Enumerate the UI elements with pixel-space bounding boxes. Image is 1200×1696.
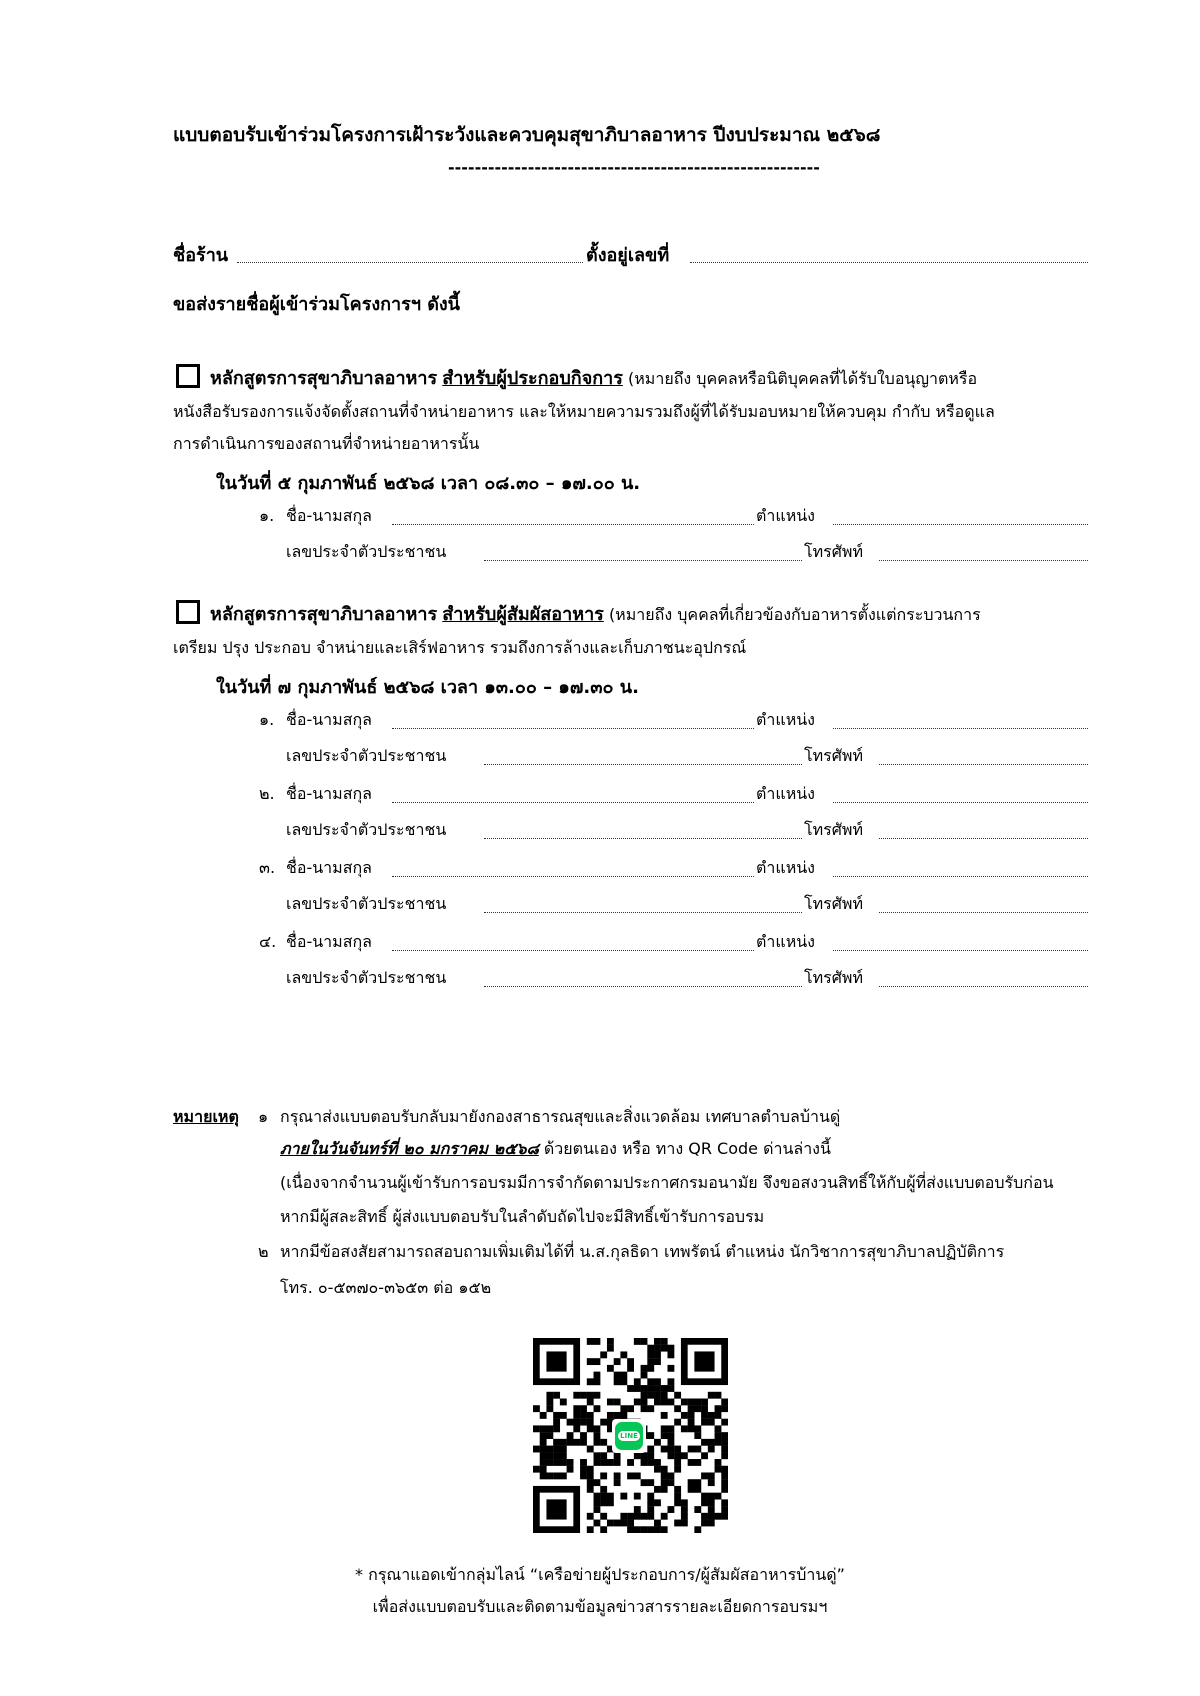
position-label: ตำแหน่ง xyxy=(756,506,815,525)
id-card-field[interactable] xyxy=(484,968,802,987)
fullname-field[interactable] xyxy=(392,858,754,877)
position-field[interactable] xyxy=(833,506,1088,525)
entry-number: ๓. xyxy=(259,858,276,877)
course2-row xyxy=(176,599,981,628)
phone-label: โทรศัพท์ xyxy=(804,542,863,561)
shop-name-field[interactable] xyxy=(237,244,583,263)
note1-number: ๑ xyxy=(258,1107,269,1126)
id-card-label: เลขประจำตัวประชาชน xyxy=(286,542,447,561)
notes-label xyxy=(173,1105,239,1130)
position-label: ตำแหน่ง xyxy=(756,710,815,729)
course1-desc2: หนังสือรับรองการแจ้งจัดตั้งสถานที่จำหน่ายอาหาร และให้หมายความรวมถึงผู้ที่ได้รับมอบหมายให้ควบคุม กำกับ หรือดูแล xyxy=(173,402,995,421)
position-label: ตำแหน่ง xyxy=(756,932,815,951)
fullname-label: ชื่อ-นามสกุล xyxy=(286,710,372,729)
shop-address-field[interactable] xyxy=(690,244,1088,263)
id-card-label: เลขประจำตัวประชาชน xyxy=(286,746,447,765)
note1-line1: กรุณาส่งแบบตอบรับกลับมายังกองสาธารณสุขและสิ่งแวดล้อม เทศบาลตำบลบ้านดู่ xyxy=(280,1107,841,1126)
phone-field[interactable] xyxy=(879,968,1088,987)
fullname-label: ชื่อ-นามสกุล xyxy=(286,858,372,877)
fullname-label: ชื่อ-นามสกุล xyxy=(286,506,372,525)
fullname-field[interactable] xyxy=(392,710,754,729)
position-field[interactable] xyxy=(833,710,1088,729)
phone-field[interactable] xyxy=(879,894,1088,913)
course2-date: ในวันที่ ๗ กุมภาพันธ์ ๒๕๖๘ เวลา ๑๓.๐๐ – ๑๗.๓๐ น. xyxy=(216,677,639,698)
fullname-field[interactable] xyxy=(392,932,754,951)
course1-name: หลักสูตรการสุขาภิบาลอาหาร xyxy=(210,368,438,389)
note2-line1: หากมีข้อสงสัยสามารถสอบถามเพิ่มเติมได้ที่ น.ส.กุลธิดา เทพรัตน์ ตำแหน่ง นักวิชาการสุขาภิบาลปฏิบัติการ xyxy=(280,1242,1005,1261)
course2-desc2: เตรียม ปรุง ประกอบ จำหน่ายและเสิร์ฟอาหาร รวมถึงการล้างและเก็บภาชนะอุปกรณ์ xyxy=(173,638,747,657)
title-separator: -------------------------------------------------------- xyxy=(448,158,820,177)
phone-field[interactable] xyxy=(879,542,1088,561)
position-label: ตำแหน่ง xyxy=(756,784,815,803)
id-card-label: เลขประจำตัวประชาชน xyxy=(286,894,447,913)
note2-number: ๒ xyxy=(258,1242,269,1261)
course2-checkbox[interactable] xyxy=(176,600,200,624)
course2-desc1: (หมายถึง บุคคลที่เกี่ยวข้องกับอาหารตั้งแต่กระบวนการ xyxy=(608,605,981,624)
fullname-field[interactable] xyxy=(392,784,754,803)
qr-logo-frame xyxy=(612,1419,646,1453)
note2-line2: โทร. ๐-๕๓๗๐-๓๖๕๓ ต่อ ๑๕๒ xyxy=(280,1278,492,1297)
phone-field[interactable] xyxy=(879,820,1088,839)
phone-field[interactable] xyxy=(879,746,1088,765)
id-card-field[interactable] xyxy=(484,542,802,561)
course2-name: หลักสูตรการสุขาภิบาลอาหาร xyxy=(210,604,438,625)
position-field[interactable] xyxy=(833,932,1088,951)
entry-number: ๒. xyxy=(259,784,275,803)
entry-number: ๔. xyxy=(259,932,277,951)
course1-desc3: การดำเนินการของสถานที่จำหน่ายอาหารนั้น xyxy=(173,434,480,453)
fullname-label: ชื่อ-นามสกุล xyxy=(286,784,372,803)
id-card-field[interactable] xyxy=(484,820,802,839)
notes-label-text: หมายเหตุ xyxy=(173,1107,239,1126)
phone-label: โทรศัพท์ xyxy=(804,894,863,913)
course1-row xyxy=(176,363,977,392)
note1-line2-rest: ด้วยตนเอง หรือ ทาง QR Code ด่านล่างนี้ xyxy=(538,1139,831,1158)
position-label: ตำแหน่ง xyxy=(756,858,815,877)
fullname-field[interactable] xyxy=(392,506,754,525)
line-logo-icon xyxy=(615,1422,643,1450)
course1-checkbox[interactable] xyxy=(176,364,200,388)
fullname-label: ชื่อ-นามสกุล xyxy=(286,932,372,951)
shop-name-label: ชื่อร้าน xyxy=(173,245,229,266)
course1-desc1: (หมายถึง บุคคลหรือนิติบุคคลที่ได้รับใบอนุญาตหรือ xyxy=(628,369,978,388)
course2-target: สำหรับผู้สัมผัสอาหาร xyxy=(442,604,604,625)
note1-line4: หากมีผู้สละสิทธิ์ ผู้ส่งแบบตอบรับในลำดับถัดไปจะมีสิทธิ์เข้ารับการอบรม xyxy=(280,1207,765,1226)
course1-target: สำหรับผู้ประกอบกิจการ xyxy=(442,368,623,389)
note1-line2 xyxy=(280,1137,831,1162)
position-field[interactable] xyxy=(833,858,1088,877)
id-card-label: เลขประจำตัวประชาชน xyxy=(286,968,447,987)
footer-line1: * กรุณาแอดเข้ากลุ่มไลน์ “เครือข่ายผู้ประกอบการ/ผู้สัมผัสอาหารบ้านดู่” xyxy=(355,1565,845,1584)
course1-date: ในวันที่ ๕ กุมภาพันธ์ ๒๕๖๘ เวลา ๐๘.๓๐ – ๑๗.๐๐ น. xyxy=(216,473,641,494)
phone-label: โทรศัพท์ xyxy=(804,746,863,765)
submit-line: ขอส่งรายชื่อผู้เข้าร่วมโครงการฯ ดังนี้ xyxy=(173,294,460,315)
footer-line2: เพื่อส่งแบบตอบรับและติดตามข้อมูลข่าวสารรายละเอียดการอบรมฯ xyxy=(372,1597,828,1616)
note1-deadline: ภายในวันจันทร์ที่ ๒๐ มกราคม ๒๕๖๘ xyxy=(280,1139,539,1158)
phone-label: โทรศัพท์ xyxy=(804,968,863,987)
phone-label: โทรศัพท์ xyxy=(804,820,863,839)
id-card-label: เลขประจำตัวประชาชน xyxy=(286,820,447,839)
position-field[interactable] xyxy=(833,784,1088,803)
entry-number: ๑. xyxy=(259,710,275,729)
id-card-field[interactable] xyxy=(484,746,802,765)
form-title: แบบตอบรับเข้าร่วมโครงการเฝ้าระวังและควบคุมสุขาภิบาลอาหาร ปีงบประมาณ ๒๕๖๘ xyxy=(173,124,881,146)
note1-line3: (เนื่องจากจำนวนผู้เข้ารับการอบรมมีการจำกัดตามประกาศกรมอนามัย จึงขอสงวนสิทธิ์ให้กับผู้ที่ส่งแบบตอบรับก่อน xyxy=(280,1173,1054,1192)
line-logo-text: LINE xyxy=(620,1432,638,1440)
shop-address-label: ตั้งอยู่เลขที่ xyxy=(586,245,670,266)
entry-number: ๑. xyxy=(259,506,275,525)
id-card-field[interactable] xyxy=(484,894,802,913)
